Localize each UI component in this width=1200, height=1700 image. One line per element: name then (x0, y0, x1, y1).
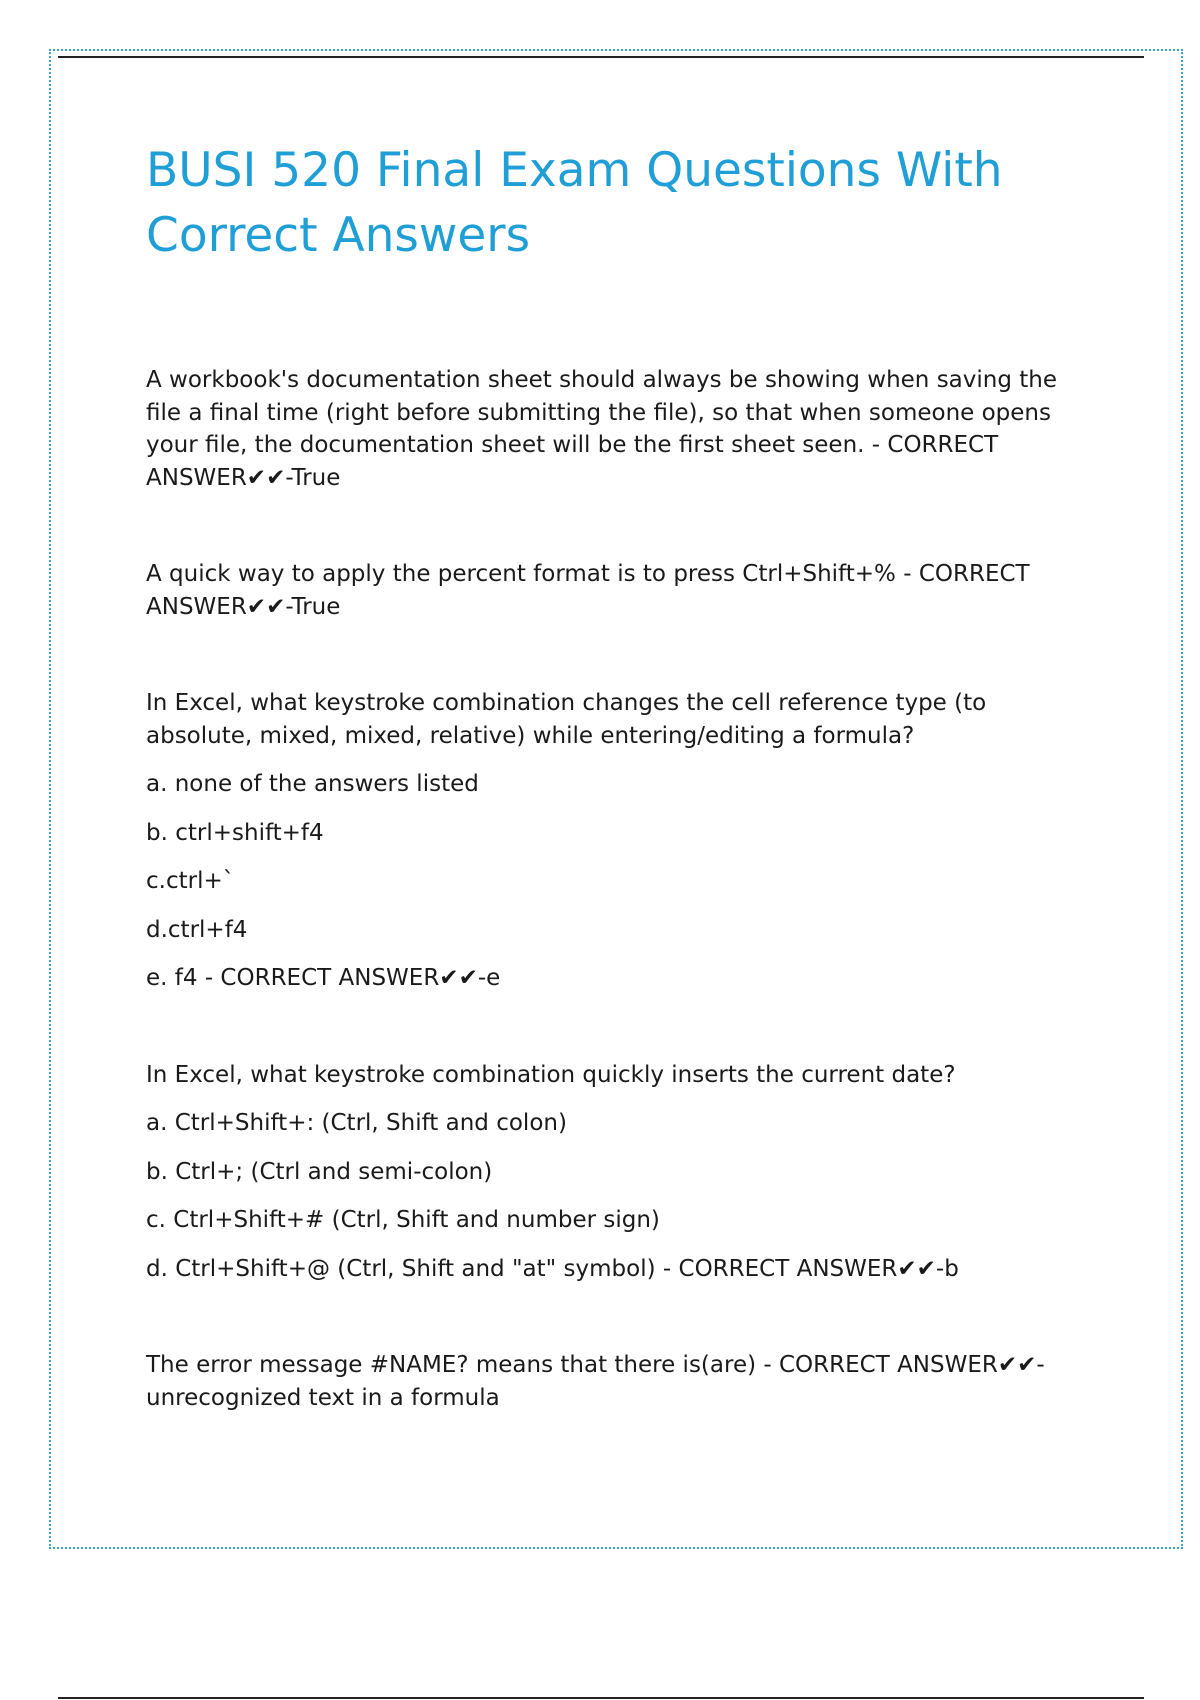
answer-option: b. ctrl+shift+f4 (146, 819, 324, 846)
answer-option: c. Ctrl+Shift+# (Ctrl, Shift and number sign) (146, 1207, 660, 1233)
top-rule (58, 56, 1144, 58)
document-content (146, 138, 1096, 1478)
answer-option: c.ctrl+` (146, 868, 235, 894)
answer-option: d. Ctrl+Shift+@ (Ctrl, Shift and "at" symbol) - CORRECT ANSWER✔✔-b (146, 1255, 959, 1282)
answer-options (146, 1107, 1096, 1285)
answer-option: a. none of the answers listed (146, 771, 479, 797)
question-block (146, 364, 1096, 494)
question-text: A workbook's documentation sheet should always be showing when saving the file a final time (right before submitting the file), so that when someone opens your file, the documentation sheet will be the first sheet seen. - CORRECT ANSWER✔✔-True (146, 367, 1058, 491)
question-block (146, 687, 1096, 995)
question-text: A quick way to apply the percent format is to press Ctrl+Shift+% - CORRECT ANSWER✔✔-True (146, 561, 1030, 620)
answer-options (146, 768, 1096, 995)
question-text: In Excel, what keystroke combination quickly inserts the current date? (146, 1061, 956, 1088)
question-text: In Excel, what keystroke combination changes the cell reference type (to absolute, mixed, mixed, relative) while entering/editing a formula? (146, 690, 987, 749)
question-list (146, 364, 1096, 1414)
question-text: The error message #NAME? means that there is(are) - CORRECT ANSWER✔✔-unrecognized text in a formula (146, 1352, 1045, 1411)
answer-option: a. Ctrl+Shift+: (Ctrl, Shift and colon) (146, 1110, 567, 1136)
question-block (146, 1059, 1096, 1286)
bottom-rule (58, 1697, 1144, 1699)
question-block (146, 1349, 1096, 1414)
answer-option: e. f4 - CORRECT ANSWER✔✔-e (146, 965, 501, 991)
answer-option: b. Ctrl+; (Ctrl and semi-colon) (146, 1158, 493, 1185)
document-title: BUSI 520 Final Exam Questions With Correct Answers (146, 143, 1003, 263)
answer-option: d.ctrl+f4 (146, 916, 248, 943)
question-block (146, 558, 1096, 623)
